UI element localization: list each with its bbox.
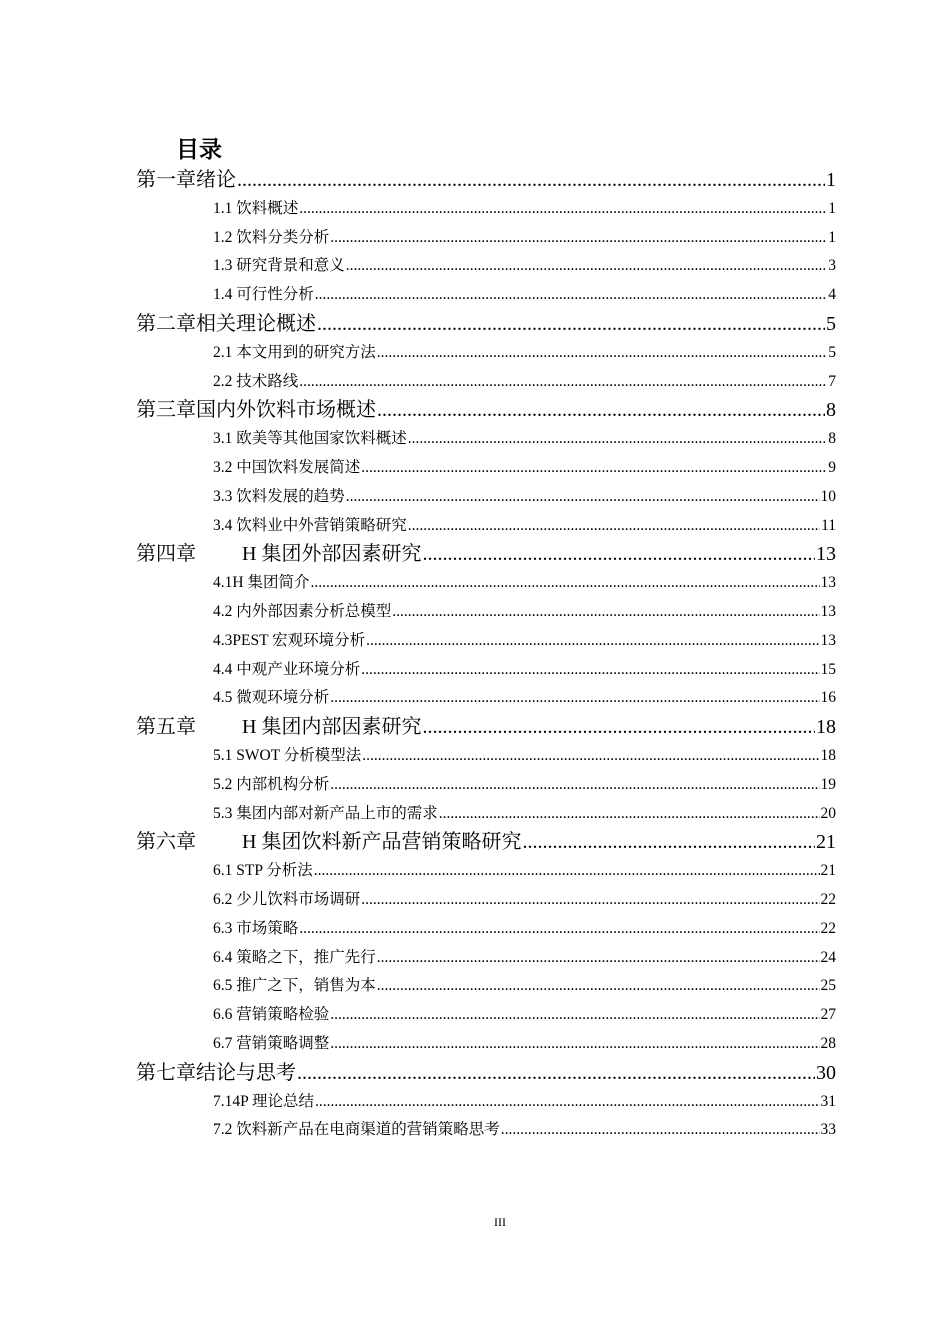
toc-dot-leader bbox=[315, 281, 827, 310]
toc-page-number: 10 bbox=[820, 487, 836, 505]
toc-dot-leader bbox=[299, 368, 827, 397]
toc-entry-label: 7.14P 理论总结 bbox=[213, 1092, 315, 1110]
toc-dot-leader bbox=[310, 569, 819, 598]
toc-section-entry[interactable] bbox=[213, 886, 836, 915]
toc-section-entry[interactable] bbox=[213, 857, 836, 886]
toc-entry-label: 6.5 推广之下，销售为本 bbox=[213, 977, 376, 995]
toc-dot-leader bbox=[317, 310, 825, 339]
toc-dot-leader bbox=[361, 454, 827, 483]
toc-dot-leader bbox=[237, 166, 825, 195]
toc-entry-label: 6.2 少儿饮料市场调研 bbox=[213, 890, 361, 908]
toc-page-number: 33 bbox=[820, 1121, 836, 1139]
toc-dot-leader bbox=[362, 742, 819, 771]
toc-section-entry[interactable] bbox=[213, 454, 836, 483]
toc-dot-leader bbox=[422, 540, 815, 569]
toc-chapter-entry[interactable] bbox=[136, 1059, 836, 1088]
toc-page-number: 28 bbox=[820, 1034, 836, 1052]
toc-chapter-entry[interactable] bbox=[136, 713, 836, 742]
toc-page-number: 30 bbox=[816, 1061, 836, 1084]
toc-entry-label: 2.1 本文用到的研究方法 bbox=[213, 343, 376, 361]
toc-page-number: 1 bbox=[826, 169, 836, 191]
toc-section-entry[interactable] bbox=[213, 656, 836, 685]
toc-entry-label: 3.2 中国饮料发展简述 bbox=[213, 458, 361, 476]
toc-page-number: 22 bbox=[820, 890, 836, 908]
toc-entry-label: 6.1 STP 分析法 bbox=[213, 862, 313, 880]
toc-entry-label: 3.3 饮料发展的趋势 bbox=[213, 487, 345, 505]
toc-entry-label: 3.1 欧美等其他国家饮料概述 bbox=[213, 430, 407, 448]
toc-dot-leader bbox=[377, 944, 820, 973]
toc-section-entry[interactable] bbox=[213, 684, 836, 713]
toc-dot-leader bbox=[422, 713, 815, 742]
toc-page-number: 13 bbox=[816, 543, 836, 566]
toc-dot-leader bbox=[330, 771, 819, 800]
toc-dot-leader bbox=[522, 828, 815, 857]
toc-entry-label: 1.4 可行性分析 bbox=[213, 286, 314, 304]
toc-section-entry[interactable] bbox=[213, 627, 836, 656]
toc-entry-label: 第一章绪论 bbox=[136, 169, 236, 191]
toc-chapter-number: 第四章 bbox=[136, 543, 196, 566]
toc-dot-leader bbox=[297, 1059, 815, 1088]
toc-section-entry[interactable] bbox=[213, 915, 836, 944]
toc-chapter-number: 第五章 bbox=[136, 716, 196, 739]
toc-section-entry[interactable] bbox=[213, 742, 836, 771]
toc-page-number: 5 bbox=[826, 312, 836, 335]
toc-entry-label: 第三章国内外饮料市场概述 bbox=[136, 399, 376, 422]
toc-chapter-entry[interactable] bbox=[136, 310, 836, 339]
toc-entry-label: 5.3 集团内部对新产品上市的需求 bbox=[213, 804, 438, 822]
toc-page-number: 13 bbox=[820, 574, 836, 592]
toc-chapter-number: 第六章 bbox=[136, 831, 196, 854]
toc-entry-label: 6.4 策略之下，推广先行 bbox=[213, 948, 376, 966]
toc-page-number: 24 bbox=[820, 948, 836, 966]
toc-page-number: 9 bbox=[828, 458, 836, 476]
toc-section-entry[interactable] bbox=[213, 944, 836, 973]
toc-section-entry[interactable] bbox=[213, 195, 836, 224]
toc-section-entry[interactable] bbox=[213, 368, 836, 397]
toc-section-entry[interactable] bbox=[213, 598, 836, 627]
toc-entry-label: 4.1H 集团简介 bbox=[213, 574, 310, 592]
table-of-contents bbox=[0, 166, 950, 1145]
toc-dot-leader bbox=[361, 656, 819, 685]
toc-page-number: 1 bbox=[828, 199, 836, 217]
toc-entry-label: 2.2 技术路线 bbox=[213, 372, 299, 390]
toc-page-number: 27 bbox=[820, 1006, 836, 1024]
toc-entry-label: 4.5 微观环境分析 bbox=[213, 689, 330, 707]
toc-section-entry[interactable] bbox=[213, 252, 836, 281]
toc-page-number: 20 bbox=[820, 804, 836, 822]
toc-entry-label: 1.1 饮料概述 bbox=[213, 199, 299, 217]
toc-entry-label: 5.1 SWOT 分析模型法 bbox=[213, 746, 362, 764]
toc-dot-leader bbox=[377, 339, 827, 368]
toc-section-entry[interactable] bbox=[213, 800, 836, 829]
toc-dot-leader bbox=[366, 627, 819, 656]
toc-dot-leader bbox=[330, 684, 819, 713]
toc-page-number: 7 bbox=[828, 372, 836, 390]
toc-section-entry[interactable] bbox=[213, 1088, 836, 1117]
toc-chapter-title: H 集团内部因素研究 bbox=[242, 716, 422, 739]
toc-dot-leader bbox=[315, 1088, 819, 1117]
toc-section-entry[interactable] bbox=[213, 483, 836, 512]
toc-page-number: 4 bbox=[828, 286, 836, 304]
toc-chapter-entry[interactable] bbox=[136, 166, 836, 195]
toc-section-entry[interactable] bbox=[213, 771, 836, 800]
toc-section-entry[interactable] bbox=[213, 512, 836, 541]
toc-page-number: 1 bbox=[828, 228, 836, 246]
toc-entry-label: 1.3 研究背景和意义 bbox=[213, 257, 345, 275]
toc-entry-label: 6.6 营销策略检验 bbox=[213, 1006, 330, 1024]
toc-page-number: 13 bbox=[820, 631, 836, 649]
toc-entry-label bbox=[136, 540, 421, 569]
toc-entry-label: 第二章相关理论概述 bbox=[136, 312, 316, 335]
toc-dot-leader bbox=[299, 195, 827, 224]
toc-section-entry[interactable] bbox=[213, 281, 836, 310]
toc-entry-label bbox=[136, 713, 421, 742]
toc-section-entry[interactable] bbox=[213, 569, 836, 598]
toc-dot-leader bbox=[377, 972, 820, 1001]
toc-page-number: 15 bbox=[820, 660, 836, 678]
toc-page-number: 13 bbox=[820, 602, 836, 620]
page-number-footer: III bbox=[494, 1215, 506, 1229]
toc-page-number: 8 bbox=[828, 430, 836, 448]
toc-chapter-entry[interactable] bbox=[136, 396, 836, 425]
toc-page-number: 18 bbox=[820, 746, 836, 764]
toc-chapter-entry[interactable] bbox=[136, 828, 836, 857]
toc-chapter-title: H 集团外部因素研究 bbox=[242, 543, 422, 566]
toc-entry-label: 第七章结论与思考 bbox=[136, 1061, 296, 1084]
toc-dot-leader bbox=[330, 224, 827, 253]
toc-chapter-entry[interactable] bbox=[136, 540, 836, 569]
toc-dot-leader bbox=[314, 857, 820, 886]
toc-entry-label: 7.2 饮料新产品在电商渠道的营销策略思考 bbox=[213, 1121, 500, 1139]
toc-entry-label bbox=[136, 828, 521, 857]
toc-dot-leader bbox=[377, 396, 825, 425]
toc-page-number: 16 bbox=[820, 689, 836, 707]
toc-section-entry[interactable] bbox=[213, 972, 836, 1001]
toc-dot-leader bbox=[408, 512, 820, 541]
toc-dot-leader bbox=[361, 886, 819, 915]
toc-page-number: 21 bbox=[816, 831, 836, 854]
toc-page-number: 19 bbox=[820, 775, 836, 793]
toc-chapter-title: H 集团饮料新产品营销策略研究 bbox=[242, 831, 522, 854]
toc-page-number: 5 bbox=[828, 343, 836, 361]
toc-dot-leader bbox=[346, 483, 820, 512]
toc-page-number: 25 bbox=[820, 977, 836, 995]
toc-dot-leader bbox=[299, 915, 819, 944]
toc-page-number: 3 bbox=[828, 257, 836, 275]
toc-page-number: 22 bbox=[820, 919, 836, 937]
toc-page-number: 18 bbox=[816, 716, 836, 739]
toc-entry-label: 1.2 饮料分类分析 bbox=[213, 228, 330, 246]
toc-section-entry[interactable] bbox=[213, 1001, 836, 1030]
toc-entry-label: 3.4 饮料业中外营销策略研究 bbox=[213, 516, 407, 534]
toc-dot-leader bbox=[330, 1030, 819, 1059]
toc-dot-leader bbox=[439, 800, 820, 829]
toc-dot-leader bbox=[346, 252, 827, 281]
toc-dot-leader bbox=[501, 1116, 820, 1145]
toc-section-entry[interactable] bbox=[213, 224, 836, 253]
toc-title: 目录 bbox=[176, 137, 222, 163]
toc-entry-label: 5.2 内部机构分析 bbox=[213, 775, 330, 793]
toc-page-number: 31 bbox=[820, 1092, 836, 1110]
toc-section-entry[interactable] bbox=[213, 339, 836, 368]
toc-section-entry[interactable] bbox=[213, 1030, 836, 1059]
toc-page-number: 8 bbox=[826, 399, 836, 422]
toc-entry-label: 6.3 市场策略 bbox=[213, 919, 299, 937]
toc-section-entry[interactable] bbox=[213, 425, 836, 454]
toc-entry-label: 6.7 营销策略调整 bbox=[213, 1034, 330, 1052]
toc-entry-label: 4.2 内外部因素分析总模型 bbox=[213, 602, 392, 620]
toc-dot-leader bbox=[408, 425, 827, 454]
toc-entry-label: 4.3PEST 宏观环境分析 bbox=[213, 631, 366, 649]
toc-dot-leader bbox=[330, 1001, 819, 1030]
toc-entry-label: 4.4 中观产业环境分析 bbox=[213, 660, 361, 678]
toc-page-number: 11 bbox=[821, 516, 836, 534]
toc-dot-leader bbox=[392, 598, 819, 627]
toc-section-entry[interactable] bbox=[213, 1116, 836, 1145]
toc-page-number: 21 bbox=[820, 862, 836, 880]
